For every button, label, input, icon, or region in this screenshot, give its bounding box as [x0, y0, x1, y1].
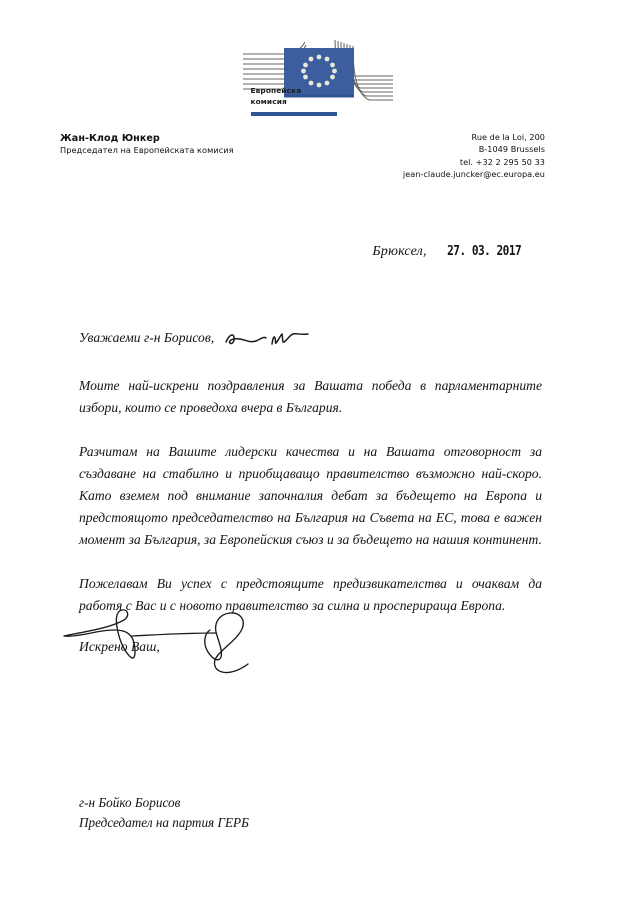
recipient-name: г-н Бойко Борисов — [79, 795, 181, 810]
recipient-block — [79, 793, 249, 833]
address-email: jean-claude.juncker@ec.europa.eu — [402, 168, 545, 179]
paragraph-2: Разчитам на Вашите лидерски качества и на Вашата отговорност за създаване на стабилно и приобщаващо правителство възможно най-скоро. Като вземем под внимание започналия дебат за бъдещето на Европа и предстоящото председателство на България на Съвета на ЕС, това е важен момент за България, за Европейския съюз и за бъдещето на нашия континент. — [79, 444, 542, 548]
sender-block — [60, 132, 234, 157]
handwritten-annotation — [220, 326, 320, 359]
dateline-city: Брюксел, — [372, 244, 427, 259]
paragraph-3: Пожелавам Ви успех с предстоящите предизвикателства и очаквам да работя с Вас и с новото правителство за силна и просперираща Европа. — [79, 576, 542, 614]
logo-caption-line-2: комисия — [250, 96, 287, 106]
address-city: B-1049 Brussels — [478, 144, 545, 155]
dateline-date: 27. 03. 2017 — [446, 243, 521, 259]
address-block — [403, 131, 545, 180]
logo-caption-line-1: Европейска — [250, 86, 302, 95]
logo-caption — [251, 86, 337, 107]
signature — [58, 598, 288, 683]
sender-name: Жан-Клод Юнкер — [60, 133, 160, 144]
recipient-title: Председател на партия ГЕРБ — [79, 814, 249, 830]
european-commission-logo — [0, 24, 637, 124]
dateline — [372, 243, 529, 260]
sender-title: Председател на Европейската комисия — [60, 145, 234, 156]
signature-icon — [58, 598, 288, 683]
address-telephone: tel. +32 2 295 50 33 — [459, 156, 545, 167]
paragraph-1: Моите най-искрени поздравления за Вашата победа в парламентарните избори, които се проведоха вчера в България. — [79, 378, 542, 416]
logo-underbar — [251, 112, 337, 116]
salutation-row — [79, 330, 542, 360]
address-street: Rue de la Loi, 200 — [471, 132, 545, 142]
closing: Искрено Ваш, — [79, 639, 160, 655]
salutation: Уважаеми г-н Борисов, — [79, 330, 215, 345]
logo-emblem-icon — [239, 24, 399, 124]
